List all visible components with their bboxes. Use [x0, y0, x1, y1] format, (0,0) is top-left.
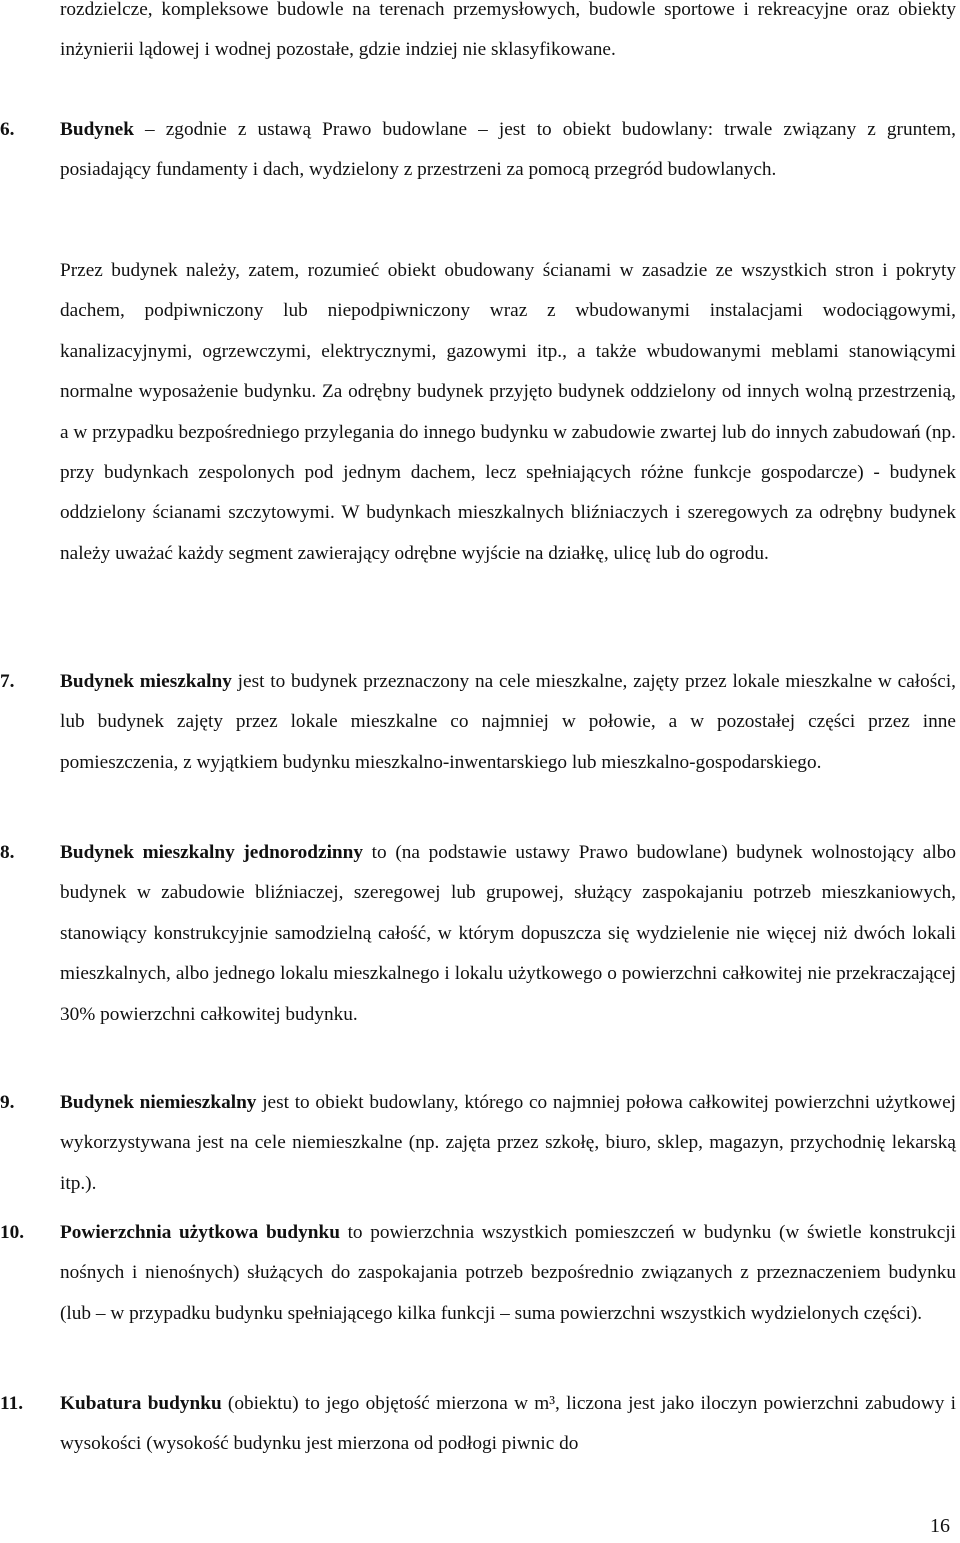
item-number: 7.: [0, 671, 15, 692]
item-text: [60, 1384, 956, 1465]
item-definition: jest to obiekt budowlany, którego co najmniej połowa całkowitej powierzchni użytkowej wykorzystywana jest na cele niemieszkalne (np. zajęta przez szkołę, biuro, sklep, magazyn, przychodnię lekarską itp.).: [60, 1092, 956, 1194]
item-text: [60, 662, 956, 783]
item-number: 8.: [0, 842, 15, 863]
item-text: [60, 110, 956, 191]
item-text: [60, 1213, 956, 1334]
item-definition: – zgodnie z ustawą Prawo budowlane – jest to obiekt budowlany: trwale związany z gruntem, posiadający fundamenty i dach, wydzielony z przestrzeni za pomocą przegród budowlanych.: [60, 119, 956, 181]
item-term: Budynek niemieszkalny: [60, 1092, 257, 1113]
item-term: Budynek mieszkalny: [60, 671, 232, 692]
item-number: 10.: [0, 1222, 25, 1243]
intro-paragraph: rozdzielcze, kompleksowe budowle na terenach przemysłowych, budowle sportowe i rekreacyjne oraz obiekty inżynierii lądowej i wodnej pozostałe, gdzie indziej nie sklasyfikowane.: [60, 0, 956, 61]
item-term: Powierzchnia użytkowa budynku: [60, 1222, 340, 1243]
item-definition: jest to budynek przeznaczony na cele mieszkalne, zajęty przez lokale mieszkalne w całości, lub budynek zajęty przez lokale mieszkalne co najmniej w połowie, a w pozostałej części przez inne pomieszczenia, z wyjątkiem budynku mieszkalno-inwentarskiego lub mieszkalno-gospodarskiego.: [60, 671, 956, 773]
item-definition: to (na podstawie ustawy Prawo budowlane) budynek wolnostojący albo budynek w zabudowie bliźniaczej, szeregowej lub grupowej, służący zaspokajaniu potrzeb mieszkaniowych, stanowiący konstrukcyjnie samodzielną całość, w którym dopuszcza się wydzielenie nie więcej niż dwóch lokali mieszkalnych, albo jednego lokalu mieszkalnego i lokalu użytkowego o powierzchni całkowitej nie przekraczającej 30% powierzchni całkowitej budynku.: [60, 842, 957, 1025]
page-number: 16: [930, 1515, 950, 1537]
item-term: Kubatura budynku: [60, 1393, 222, 1414]
item-definition: to powierzchnia wszystkich pomieszczeń w budynku (w świetle konstrukcji nośnych i nienośnych) służących do zaspokajania potrzeb bezpośrednio związanych z przeznaczeniem budynku (lub – w przypadku budynku spełniającego kilka funkcji – suma powierzchni wszystkich wydzielonych części).: [60, 1222, 956, 1324]
item-term: Budynek mieszkalny jednorodzinny: [60, 842, 364, 863]
item-extra-paragraph: Przez budynek należy, zatem, rozumieć obiekt obudowany ścianami w zasadzie ze wszystkich stron i pokryty dachem, podpiwniczony lub niepodpiwniczony wraz z wbudowanymi instalacjami wodociągowymi, kanalizacyjnymi, ogrzewczymi, elektrycznymi, gazowymi itp., a także wbudowanymi meblami stanowiącymi normalne wyposażenie budynku. Za odrębny budynek przyjęto budynek oddzielony od innych wolną przestrzenią, a w przypadku bezpośredniego przylegania do innego budynku w zabudowie zwartej lub do innych zabudowań (np. przy budynkach zespolonych pod jednym dachem, lecz spełniających różne funkcje gospodarcze) - budynek oddzielony ścianami szczytowymi. W budynkach mieszkalnych bliźniaczych i szeregowych za odrębny budynek należy uważać każdy segment zawierający odrębne wyjście na działkę, ulicę lub do ogrodu.: [60, 260, 956, 564]
item-definition: (obiektu) to jego objętość mierzona w m³, liczona jest jako iloczyn powierzchni zabudowy i wysokości (wysokość budynku jest mierzona od podłogi piwnic do: [60, 1393, 956, 1455]
item-text: [60, 1083, 956, 1204]
item-number: 9.: [0, 1092, 15, 1113]
item-number: 6.: [0, 119, 15, 140]
item-term: Budynek: [60, 119, 134, 140]
item-text: [60, 833, 956, 1035]
item-number: 11.: [0, 1393, 24, 1414]
